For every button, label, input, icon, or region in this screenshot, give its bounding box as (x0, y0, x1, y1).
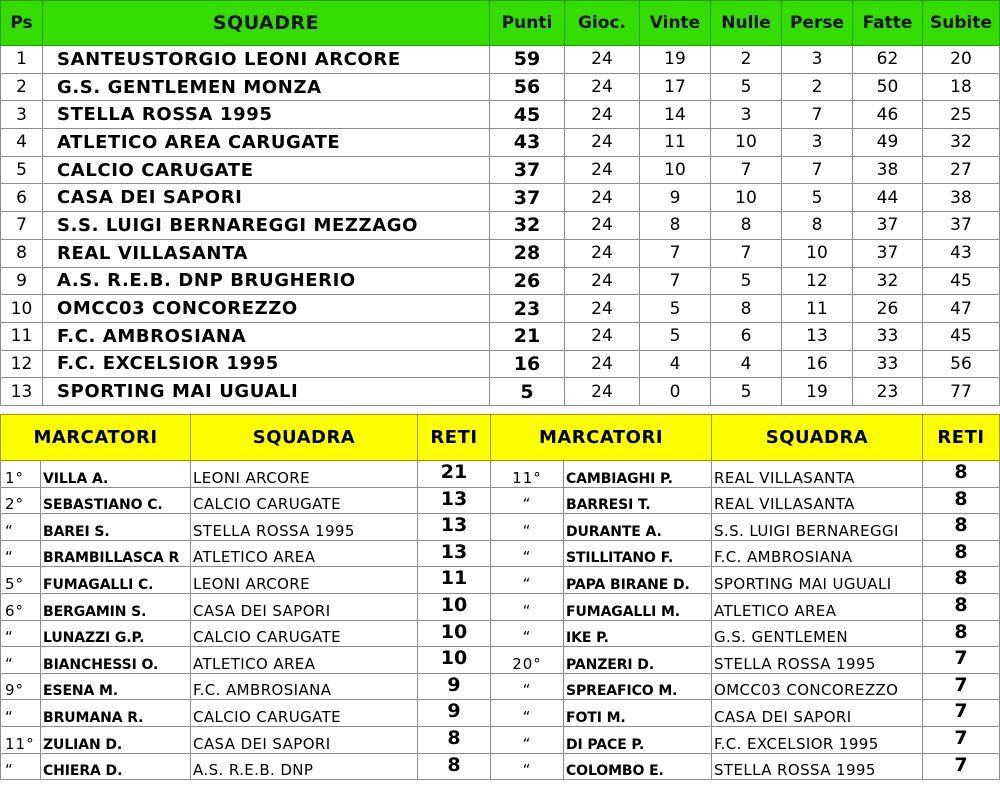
played-cell: 24 (565, 212, 640, 240)
scorer-rank-cell: “ (491, 514, 564, 541)
scorers-row (1, 461, 1000, 488)
points-cell: 5 (490, 378, 565, 406)
header-subite: Subite (923, 1, 1000, 46)
played-cell: 24 (565, 73, 640, 101)
points-cell: 37 (490, 184, 565, 212)
scorer-goals-cell: 10 (418, 620, 491, 647)
team-name-cell: CASA DEI SAPORI (43, 184, 490, 212)
draws-cell: 4 (711, 350, 782, 378)
scorers-row (1, 487, 1000, 514)
scorer-goals-cell: 13 (418, 487, 491, 514)
scorer-name-cell: CAMBIAGHI P. (564, 461, 712, 488)
header-marcatori-right: MARCATORI (491, 415, 712, 461)
wins-cell: 11 (640, 129, 711, 157)
goals-for-cell: 32 (853, 267, 923, 295)
standings-row (1, 46, 1000, 74)
scorer-rank-cell: 20° (491, 647, 564, 674)
scorer-name-cell: PANZERI D. (564, 647, 712, 674)
scorers-row (1, 593, 1000, 620)
wins-cell: 7 (640, 267, 711, 295)
points-cell: 37 (490, 156, 565, 184)
goals-against-cell: 45 (923, 267, 1000, 295)
header-ps: Ps (1, 1, 43, 46)
scorer-rank-cell: 9° (1, 673, 41, 700)
goals-for-cell: 62 (853, 46, 923, 74)
draws-cell: 2 (711, 46, 782, 74)
standings-row (1, 295, 1000, 323)
scorer-club-cell: CASA DEI SAPORI (191, 593, 418, 620)
goals-for-cell: 44 (853, 184, 923, 212)
header-gioc: Gioc. (565, 1, 640, 46)
losses-cell: 3 (782, 46, 853, 74)
scorer-name-cell: ESENA M. (41, 673, 191, 700)
wins-cell: 19 (640, 46, 711, 74)
goals-against-cell: 56 (923, 350, 1000, 378)
team-name-cell: ATLETICO AREA CARUGATE (43, 129, 490, 157)
scorer-club-cell: ATLETICO AREA (712, 593, 923, 620)
draws-cell: 8 (711, 295, 782, 323)
standings-row (1, 239, 1000, 267)
scorer-name-cell: BAREI S. (41, 514, 191, 541)
draws-cell: 7 (711, 239, 782, 267)
team-name-cell: OMCC03 CONCOREZZO (43, 295, 490, 323)
draws-cell: 6 (711, 322, 782, 350)
scorers-row (1, 700, 1000, 727)
scorer-rank-cell: 2° (1, 487, 41, 514)
scorer-rank-cell: “ (491, 567, 564, 594)
played-cell: 24 (565, 378, 640, 406)
position-cell: 4 (1, 129, 43, 157)
scorer-club-cell: CALCIO CARUGATE (191, 700, 418, 727)
scorer-name-cell: CHIERA D. (41, 753, 191, 780)
scorer-club-cell: F.C. AMBROSIANA (191, 673, 418, 700)
scorer-club-cell: G.S. GENTLEMEN (712, 620, 923, 647)
played-cell: 24 (565, 295, 640, 323)
points-cell: 59 (490, 46, 565, 74)
scorers-row (1, 567, 1000, 594)
scorer-name-cell: FUMAGALLI C. (41, 567, 191, 594)
points-cell: 21 (490, 322, 565, 350)
scorer-rank-cell: 11° (1, 726, 41, 753)
scorer-rank-cell: “ (491, 726, 564, 753)
scorer-goals-cell: 8 (923, 461, 1000, 488)
played-cell: 24 (565, 350, 640, 378)
header-squadre: SQUADRE (43, 1, 490, 46)
header-vinte: Vinte (640, 1, 711, 46)
points-cell: 26 (490, 267, 565, 295)
scorer-name-cell: DURANTE A. (564, 514, 712, 541)
scorer-goals-cell: 9 (418, 673, 491, 700)
scorer-goals-cell: 8 (418, 726, 491, 753)
points-cell: 45 (490, 101, 565, 129)
goals-against-cell: 27 (923, 156, 1000, 184)
scorer-goals-cell: 8 (923, 540, 1000, 567)
wins-cell: 5 (640, 295, 711, 323)
scorer-rank-cell: “ (491, 673, 564, 700)
losses-cell: 3 (782, 129, 853, 157)
scorer-club-cell: REAL VILLASANTA (712, 461, 923, 488)
draws-cell: 5 (711, 73, 782, 101)
goals-for-cell: 23 (853, 378, 923, 406)
goals-for-cell: 33 (853, 322, 923, 350)
scorer-name-cell: BRAMBILLASCA R (41, 540, 191, 567)
scorer-rank-cell: 6° (1, 593, 41, 620)
scorer-name-cell: SEBASTIANO C. (41, 487, 191, 514)
scorer-rank-cell: “ (491, 700, 564, 727)
losses-cell: 7 (782, 101, 853, 129)
losses-cell: 5 (782, 184, 853, 212)
scorer-name-cell: IKE P. (564, 620, 712, 647)
points-cell: 16 (490, 350, 565, 378)
scorer-goals-cell: 8 (923, 487, 1000, 514)
goals-against-cell: 45 (923, 322, 1000, 350)
draws-cell: 5 (711, 378, 782, 406)
scorer-club-cell: STELLA ROSSA 1995 (712, 647, 923, 674)
scorer-goals-cell: 21 (418, 461, 491, 488)
position-cell: 9 (1, 267, 43, 295)
scorer-goals-cell: 7 (923, 726, 1000, 753)
scorer-rank-cell: “ (491, 753, 564, 780)
goals-against-cell: 47 (923, 295, 1000, 323)
header-squadra-right: SQUADRA (712, 415, 923, 461)
losses-cell: 10 (782, 239, 853, 267)
draws-cell: 7 (711, 156, 782, 184)
standings-header-row (1, 1, 1000, 46)
draws-cell: 10 (711, 184, 782, 212)
goals-against-cell: 18 (923, 73, 1000, 101)
wins-cell: 4 (640, 350, 711, 378)
team-name-cell: STELLA ROSSA 1995 (43, 101, 490, 129)
header-reti-right: RETI (923, 415, 1000, 461)
scorer-goals-cell: 13 (418, 540, 491, 567)
position-cell: 6 (1, 184, 43, 212)
wins-cell: 5 (640, 322, 711, 350)
scorer-rank-cell: “ (1, 620, 41, 647)
scorer-goals-cell: 7 (923, 647, 1000, 674)
scorer-club-cell: SPORTING MAI UGUALI (712, 567, 923, 594)
scorer-name-cell: DI PACE P. (564, 726, 712, 753)
team-name-cell: F.C. EXCELSIOR 1995 (43, 350, 490, 378)
scorer-club-cell: CASA DEI SAPORI (712, 700, 923, 727)
wins-cell: 8 (640, 212, 711, 240)
scorer-goals-cell: 7 (923, 700, 1000, 727)
scorer-goals-cell: 8 (923, 567, 1000, 594)
scorer-goals-cell: 11 (418, 567, 491, 594)
played-cell: 24 (565, 184, 640, 212)
wins-cell: 0 (640, 378, 711, 406)
position-cell: 11 (1, 322, 43, 350)
scorers-row (1, 620, 1000, 647)
scorer-goals-cell: 10 (418, 593, 491, 620)
losses-cell: 8 (782, 212, 853, 240)
wins-cell: 10 (640, 156, 711, 184)
scorer-rank-cell: “ (1, 700, 41, 727)
goals-against-cell: 38 (923, 184, 1000, 212)
scorer-name-cell: ZULIAN D. (41, 726, 191, 753)
goals-against-cell: 43 (923, 239, 1000, 267)
header-punti: Punti (490, 1, 565, 46)
scorer-name-cell: STILLITANO F. (564, 540, 712, 567)
scorer-rank-cell: “ (1, 514, 41, 541)
standings-row (1, 378, 1000, 406)
scorer-name-cell: PAPA BIRANE D. (564, 567, 712, 594)
losses-cell: 19 (782, 378, 853, 406)
position-cell: 12 (1, 350, 43, 378)
standings-row (1, 73, 1000, 101)
scorer-club-cell: CASA DEI SAPORI (191, 726, 418, 753)
scorer-club-cell: F.C. AMBROSIANA (712, 540, 923, 567)
position-cell: 8 (1, 239, 43, 267)
points-cell: 28 (490, 239, 565, 267)
standings-row (1, 322, 1000, 350)
points-cell: 56 (490, 73, 565, 101)
scorer-club-cell: CALCIO CARUGATE (191, 620, 418, 647)
header-nulle: Nulle (711, 1, 782, 46)
wins-cell: 7 (640, 239, 711, 267)
scorer-club-cell: S.S. LUIGI BERNAREGGI (712, 514, 923, 541)
goals-against-cell: 77 (923, 378, 1000, 406)
standings-row (1, 129, 1000, 157)
position-cell: 5 (1, 156, 43, 184)
wins-cell: 14 (640, 101, 711, 129)
goals-for-cell: 26 (853, 295, 923, 323)
draws-cell: 3 (711, 101, 782, 129)
scorers-header-row (1, 415, 1000, 461)
played-cell: 24 (565, 156, 640, 184)
scorer-goals-cell: 8 (923, 593, 1000, 620)
scorer-goals-cell: 8 (923, 620, 1000, 647)
scorer-rank-cell: “ (1, 647, 41, 674)
scorer-rank-cell: “ (491, 487, 564, 514)
goals-for-cell: 37 (853, 212, 923, 240)
losses-cell: 12 (782, 267, 853, 295)
position-cell: 7 (1, 212, 43, 240)
scorer-name-cell: BRUMANA R. (41, 700, 191, 727)
team-name-cell: CALCIO CARUGATE (43, 156, 490, 184)
goals-against-cell: 32 (923, 129, 1000, 157)
draws-cell: 5 (711, 267, 782, 295)
played-cell: 24 (565, 267, 640, 295)
losses-cell: 7 (782, 156, 853, 184)
scorers-row (1, 673, 1000, 700)
scorer-club-cell: REAL VILLASANTA (712, 487, 923, 514)
scorer-rank-cell: “ (491, 593, 564, 620)
losses-cell: 2 (782, 73, 853, 101)
standings-row (1, 350, 1000, 378)
standings-row (1, 101, 1000, 129)
wins-cell: 17 (640, 73, 711, 101)
scorer-name-cell: LUNAZZI G.P. (41, 620, 191, 647)
scorers-table (0, 414, 1000, 780)
scorer-rank-cell: 5° (1, 567, 41, 594)
scorer-goals-cell: 8 (418, 753, 491, 780)
team-name-cell: REAL VILLASANTA (43, 239, 490, 267)
team-name-cell: SANTEUSTORGIO LEONI ARCORE (43, 46, 490, 74)
scorer-name-cell: SPREAFICO M. (564, 673, 712, 700)
standings-row (1, 267, 1000, 295)
scorer-rank-cell: “ (1, 540, 41, 567)
team-name-cell: G.S. GENTLEMEN MONZA (43, 73, 490, 101)
wins-cell: 9 (640, 184, 711, 212)
header-perse: Perse (782, 1, 853, 46)
position-cell: 13 (1, 378, 43, 406)
goals-for-cell: 49 (853, 129, 923, 157)
scorer-name-cell: COLOMBO E. (564, 753, 712, 780)
goals-for-cell: 37 (853, 239, 923, 267)
position-cell: 2 (1, 73, 43, 101)
scorer-rank-cell: “ (1, 753, 41, 780)
scorer-club-cell: A.S. R.E.B. DNP (191, 753, 418, 780)
points-cell: 23 (490, 295, 565, 323)
played-cell: 24 (565, 101, 640, 129)
scorer-rank-cell: “ (491, 540, 564, 567)
losses-cell: 16 (782, 350, 853, 378)
scorer-club-cell: LEONI ARCORE (191, 567, 418, 594)
goals-against-cell: 25 (923, 101, 1000, 129)
scorer-goals-cell: 7 (923, 753, 1000, 780)
header-squadra-left: SQUADRA (191, 415, 418, 461)
scorer-club-cell: OMCC03 CONCOREZZO (712, 673, 923, 700)
goals-against-cell: 20 (923, 46, 1000, 74)
scorer-name-cell: VILLA A. (41, 461, 191, 488)
scorer-club-cell: ATLETICO AREA (191, 540, 418, 567)
draws-cell: 10 (711, 129, 782, 157)
header-marcatori-left: MARCATORI (1, 415, 191, 461)
played-cell: 24 (565, 46, 640, 74)
goals-for-cell: 33 (853, 350, 923, 378)
scorer-name-cell: FOTI M. (564, 700, 712, 727)
goals-for-cell: 46 (853, 101, 923, 129)
scorers-body (1, 461, 1000, 780)
goals-for-cell: 38 (853, 156, 923, 184)
losses-cell: 11 (782, 295, 853, 323)
scorer-rank-cell: 1° (1, 461, 41, 488)
scorer-club-cell: STELLA ROSSA 1995 (712, 753, 923, 780)
team-name-cell: F.C. AMBROSIANA (43, 322, 490, 350)
scorer-name-cell: BERGAMIN S. (41, 593, 191, 620)
points-cell: 32 (490, 212, 565, 240)
scorer-club-cell: LEONI ARCORE (191, 461, 418, 488)
scorer-rank-cell: 11° (491, 461, 564, 488)
scorer-name-cell: BIANCHESSI O. (41, 647, 191, 674)
standings-row (1, 184, 1000, 212)
standings-row (1, 212, 1000, 240)
standings-row (1, 156, 1000, 184)
scorer-club-cell: STELLA ROSSA 1995 (191, 514, 418, 541)
scorer-club-cell: CALCIO CARUGATE (191, 487, 418, 514)
draws-cell: 8 (711, 212, 782, 240)
header-fatte: Fatte (853, 1, 923, 46)
team-name-cell: S.S. LUIGI BERNAREGGI MEZZAGO (43, 212, 490, 240)
position-cell: 1 (1, 46, 43, 74)
scorer-goals-cell: 7 (923, 673, 1000, 700)
scorer-goals-cell: 10 (418, 647, 491, 674)
played-cell: 24 (565, 239, 640, 267)
goals-against-cell: 37 (923, 212, 1000, 240)
played-cell: 24 (565, 129, 640, 157)
position-cell: 3 (1, 101, 43, 129)
losses-cell: 13 (782, 322, 853, 350)
header-reti-left: RETI (418, 415, 491, 461)
scorer-club-cell: ATLETICO AREA (191, 647, 418, 674)
scorers-row (1, 514, 1000, 541)
scorer-goals-cell: 8 (923, 514, 1000, 541)
position-cell: 10 (1, 295, 43, 323)
scorer-club-cell: F.C. EXCELSIOR 1995 (712, 726, 923, 753)
points-cell: 43 (490, 129, 565, 157)
scorer-goals-cell: 13 (418, 514, 491, 541)
scorer-goals-cell: 9 (418, 700, 491, 727)
scorer-name-cell: FUMAGALLI M. (564, 593, 712, 620)
team-name-cell: A.S. R.E.B. DNP BRUGHERIO (43, 267, 490, 295)
goals-for-cell: 50 (853, 73, 923, 101)
team-name-cell: SPORTING MAI UGUALI (43, 378, 490, 406)
scorers-row (1, 647, 1000, 674)
scorer-rank-cell: “ (491, 620, 564, 647)
scorers-row (1, 753, 1000, 780)
scorers-row (1, 726, 1000, 753)
played-cell: 24 (565, 322, 640, 350)
scorers-row (1, 540, 1000, 567)
standings-body (1, 46, 1000, 406)
scorer-name-cell: BARRESI T. (564, 487, 712, 514)
